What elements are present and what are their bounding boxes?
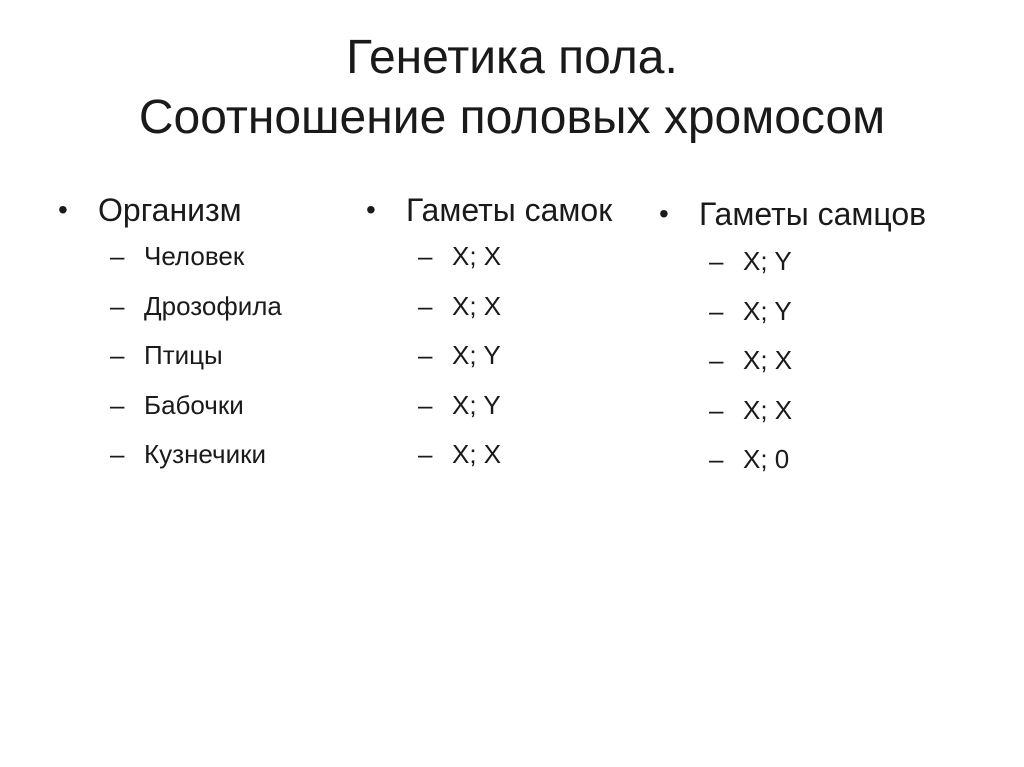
dash-icon: –	[709, 295, 724, 326]
dash-icon: –	[418, 439, 433, 469]
bullet-icon: •	[659, 198, 669, 229]
column-header-label: Гаметы самцов	[699, 196, 927, 232]
column-header	[58, 190, 282, 230]
dash-icon: –	[418, 241, 433, 271]
bullet-icon: •	[366, 194, 376, 225]
list-item: – X; Y	[709, 246, 792, 276]
male-gametes-list	[709, 244, 926, 492]
dash-icon: –	[110, 389, 125, 420]
column-female-gametes	[366, 190, 613, 487]
column-header-label: Гаметы самок	[406, 192, 613, 228]
list-item: – X; X	[418, 439, 502, 469]
dash-icon: –	[110, 290, 125, 321]
list-item: – X; X	[709, 345, 793, 375]
list-item: – X; 0	[709, 444, 790, 474]
slide-title	[0, 28, 1024, 148]
dash-icon: –	[110, 340, 125, 370]
list-item: – X; Y	[418, 389, 501, 420]
female-gametes-list	[418, 239, 612, 487]
dash-icon: –	[709, 246, 724, 276]
list-item: – X; Y	[418, 340, 501, 370]
list-item: – X; X	[418, 241, 502, 271]
dash-icon: –	[418, 389, 433, 420]
dash-icon: –	[709, 394, 724, 425]
list-item: – X; Y	[709, 295, 792, 326]
title-line-2: Соотношение половых хромосом	[138, 91, 886, 144]
list-item: – X; X	[709, 394, 793, 425]
dash-icon: –	[709, 345, 724, 375]
dash-icon: –	[418, 340, 433, 370]
column-male-gametes	[659, 194, 927, 492]
column-header	[366, 190, 613, 230]
list-item: – Птицы	[110, 340, 223, 370]
dash-icon: –	[110, 241, 125, 271]
dash-icon: –	[110, 439, 125, 469]
column-header	[659, 194, 927, 234]
list-item: – X; X	[418, 290, 502, 321]
list-item: – Бабочки	[110, 389, 244, 420]
bullet-icon: •	[58, 194, 68, 225]
list-item: – Дрозофила	[110, 290, 282, 321]
organism-list	[110, 239, 282, 487]
list-item: – Кузнечики	[110, 439, 266, 469]
column-organism	[58, 190, 282, 487]
column-header-label: Организм	[98, 192, 242, 228]
dash-icon: –	[709, 444, 724, 474]
list-item: – Человек	[110, 241, 245, 271]
dash-icon: –	[418, 290, 433, 321]
title-line-1: Генетика пола.	[346, 31, 678, 84]
